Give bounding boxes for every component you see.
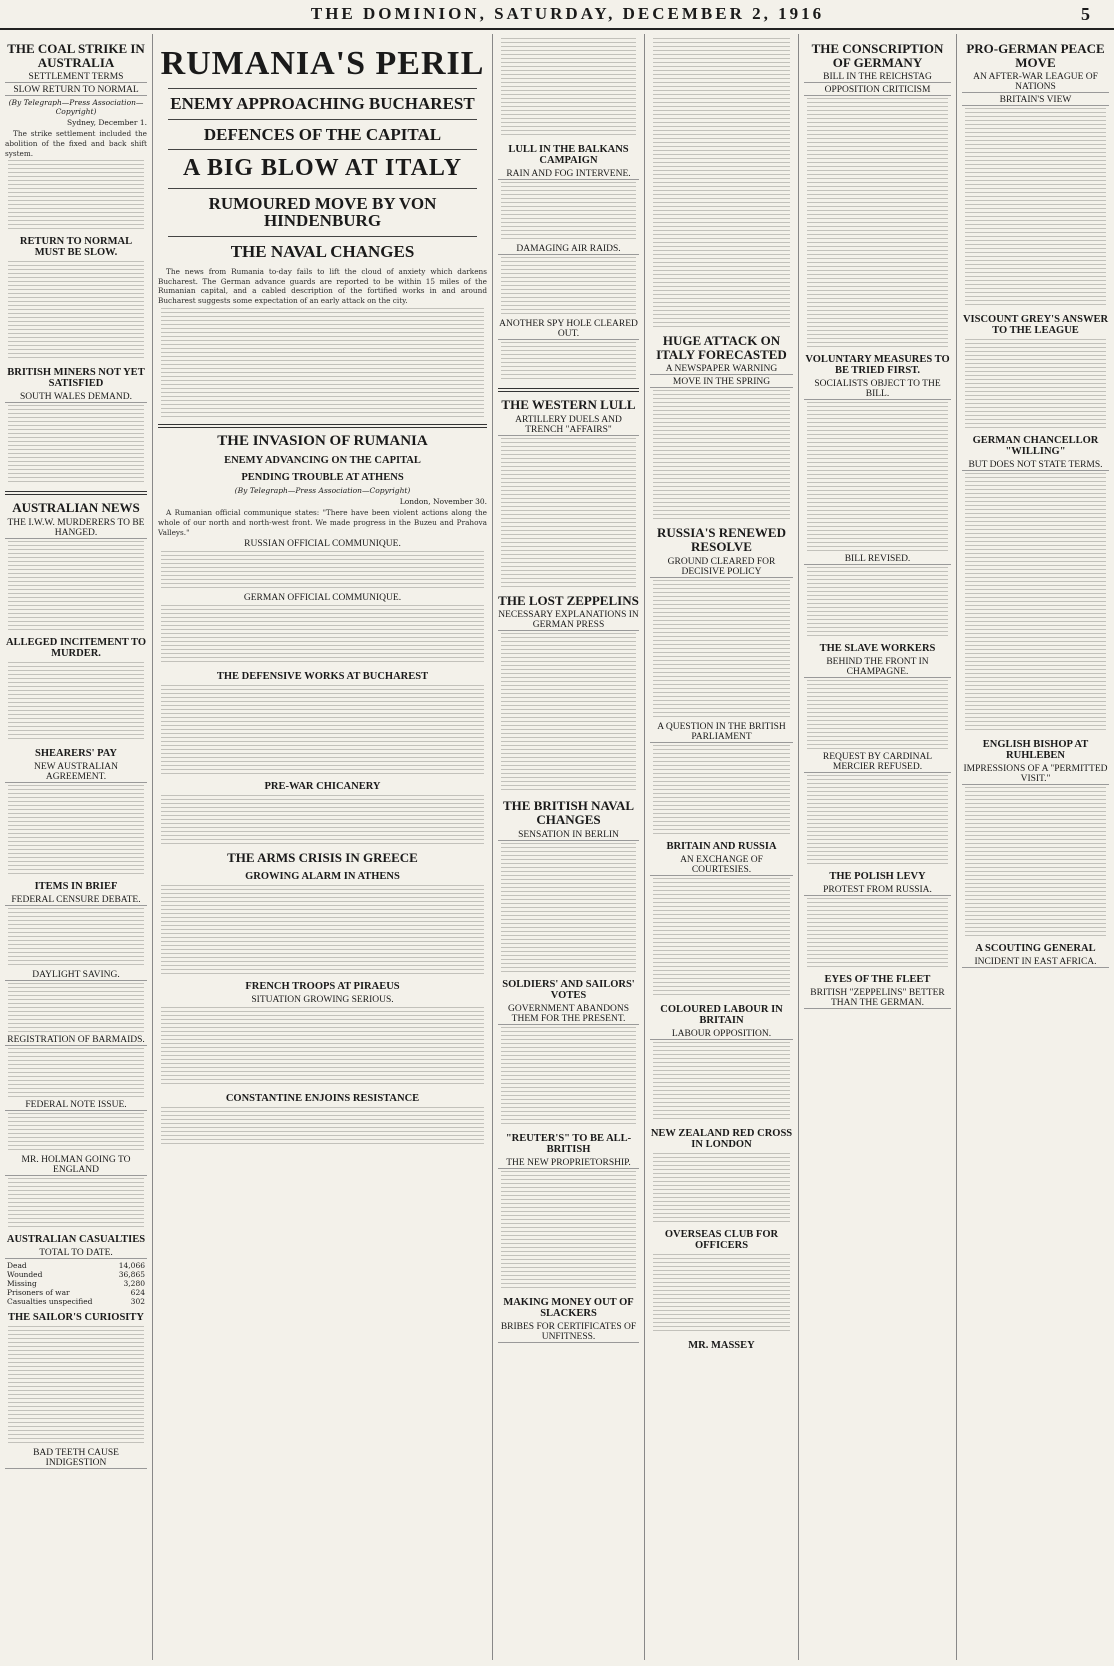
headline: HUGE ATTACK ON ITALY FORECASTED: [656, 333, 787, 362]
article-text-block: [161, 885, 484, 975]
subheading: INCIDENT IN EAST AFRICA.: [962, 957, 1109, 968]
divider: [158, 424, 487, 428]
headline: ITEMS IN BRIEF: [34, 880, 118, 892]
article-text-block: [807, 567, 948, 637]
article-text-block: [965, 108, 1106, 308]
article-text-block: [8, 160, 144, 230]
headline: SOLDIERS' AND SAILORS' VOTES: [502, 978, 635, 1001]
subheading: BEHIND THE FRONT IN CHAMPAGNE.: [804, 657, 951, 678]
article-text-block: [501, 38, 636, 138]
headline: THE INVASION OF RUMANIA: [217, 432, 428, 449]
subheading: NEW AUSTRALIAN AGREEMENT.: [5, 762, 147, 783]
headline-deck: DEFENCES OF THE CAPITAL: [203, 124, 442, 144]
credit-line: (By Telegraph—Press Association—Copyright): [234, 486, 411, 496]
subheading: RUSSIAN OFFICIAL COMMUNIQUE.: [244, 539, 401, 550]
credit-line: (By Telegraph—Press Association—Copyright): [8, 98, 144, 117]
headline: EYES OF THE FLEET: [824, 974, 931, 986]
divider: [168, 119, 477, 120]
subheading: IMPRESSIONS OF A "PERMITTED VISIT.": [963, 764, 1108, 785]
headline: ENGLISH BISHOP AT RUHLEBEN: [982, 739, 1089, 762]
column-6: [957, 34, 1114, 1660]
headline: FRENCH TROOPS AT PIRAEUS: [245, 980, 400, 992]
divider: [168, 236, 477, 237]
table-row: Wounded 36,865: [7, 1269, 145, 1279]
subheading: BILL REVISED.: [804, 554, 951, 565]
headline: LULL IN THE BALKANS CAMPAIGN: [508, 144, 629, 167]
article-text-block: [501, 633, 636, 793]
headline: THE ARMS CRISIS IN GREECE: [227, 850, 418, 866]
article-text-block: [965, 787, 1106, 937]
article-text-block: [501, 1171, 636, 1291]
article-text-block: [807, 98, 948, 348]
column-2: [153, 34, 492, 1660]
article-text-block: [161, 551, 484, 591]
divider: [498, 388, 639, 392]
subheading: FEDERAL NOTE ISSUE.: [5, 1100, 147, 1111]
dateline: London, November 30.: [399, 497, 487, 507]
subheading: REQUEST BY CARDINAL MERCIER REFUSED.: [804, 752, 951, 773]
column-5: [799, 34, 956, 1660]
masthead: [0, 0, 1114, 30]
casualty-table: [5, 1261, 147, 1306]
subheading: A NEWSPAPER WARNING: [650, 364, 793, 375]
article-text-block: [501, 182, 636, 242]
headline: PRE-WAR CHICANERY: [264, 781, 381, 793]
subheading: BUT DOES NOT STATE TERMS.: [962, 460, 1109, 471]
article-text-block: [965, 473, 1106, 733]
article-text-block: [653, 745, 790, 835]
table-row: Casualties unspecified 302: [7, 1296, 145, 1306]
article-text-block: [161, 1007, 484, 1087]
article-text-block: [8, 1048, 144, 1098]
article-text-block: [161, 795, 484, 845]
headline: OVERSEAS CLUB FOR OFFICERS: [664, 1228, 779, 1251]
headline-deck: ENEMY ADVANCING ON THE CAPITAL: [224, 455, 421, 467]
subheading: PROTEST FROM RUSSIA.: [804, 885, 951, 896]
main-headline: RUMANIA'S PERIL: [160, 45, 485, 82]
subheading: MR. HOLMAN GOING TO ENGLAND: [5, 1155, 147, 1176]
article-text-block: [807, 680, 948, 750]
headline-deck: A BIG BLOW AT ITALY: [182, 155, 463, 182]
subheading: THE I.W.W. MURDERERS TO BE HANGED.: [5, 518, 147, 539]
subheading: SETTLEMENT TERMS: [5, 72, 147, 83]
article-text-block: [8, 908, 144, 968]
subheading: SOUTH WALES DEMAND.: [5, 392, 147, 403]
article-text-block: [161, 1107, 484, 1147]
article-text-block: [161, 308, 484, 418]
subheading: ARTILLERY DUELS AND TRENCH "AFFAIRS": [498, 415, 639, 436]
article-body: The strike settlement included the abolition of the fixed and back shift system.: [5, 129, 147, 158]
subheading: GROUND CLEARED FOR DECISIVE POLICY: [650, 557, 793, 578]
headline-deck: RUMOURED MOVE BY VON HINDENBURG: [208, 193, 437, 231]
subheading: THE NEW PROPRIETORSHIP.: [498, 1158, 639, 1169]
column-4: [645, 34, 798, 1660]
subheading: FEDERAL CENSURE DEBATE.: [5, 895, 147, 906]
subheading: MOVE IN THE SPRING: [650, 377, 793, 388]
article-body: A Rumanian official communique states: "There have been violent actions along the whole of our north and north-west front. We made progress in the Buzeu and Prahova Valleys.": [158, 508, 487, 537]
article-text-block: [807, 402, 948, 552]
article-text-block: [653, 1153, 790, 1223]
subheading: DAYLIGHT SAVING.: [5, 970, 147, 981]
subheading: BRIBES FOR CERTIFICATES OF UNFITNESS.: [498, 1322, 639, 1343]
article-text-block: [8, 662, 144, 742]
subheading: REGISTRATION OF BARMAIDS.: [5, 1035, 147, 1046]
article-text-block: [8, 1326, 144, 1446]
article-text-block: [8, 541, 144, 631]
article-text-block: [8, 261, 144, 361]
headline: THE COAL STRIKE IN AUSTRALIA: [7, 41, 145, 70]
divider: [168, 188, 477, 189]
divider: [168, 88, 477, 89]
headline: VISCOUNT GREY'S ANSWER TO THE LEAGUE: [962, 314, 1109, 337]
headline: MAKING MONEY OUT OF SLACKERS: [503, 1296, 634, 1319]
headline: RETURN TO NORMAL MUST BE SLOW.: [19, 236, 133, 259]
headline: THE CONSCRIPTION OF GERMANY: [811, 41, 944, 70]
headline: COLOURED LABOUR IN BRITAIN: [660, 1003, 783, 1026]
headline: PRO-GERMAN PEACE MOVE: [966, 41, 1105, 70]
article-text-block: [501, 843, 636, 973]
article-text-block: [965, 339, 1106, 429]
divider: [5, 491, 147, 495]
headline: "REUTER'S" TO BE ALL-BRITISH: [505, 1132, 632, 1155]
column-3: [493, 34, 644, 1660]
headline: BRITAIN AND RUSSIA: [666, 840, 777, 852]
headline: VOLUNTARY MEASURES TO BE TRIED FIRST.: [805, 354, 950, 377]
article-text-block: [8, 405, 144, 485]
headline-deck: GROWING ALARM IN ATHENS: [245, 870, 400, 882]
table-row: Missing 3,280: [7, 1278, 145, 1288]
article-text-block: [807, 775, 948, 865]
subheading: SENSATION IN BERLIN: [498, 830, 639, 841]
subheading: ANOTHER SPY HOLE CLEARED OUT.: [499, 319, 638, 340]
article-body: The news from Rumania to-day fails to lift the cloud of anxiety which darkens Bucharest. The German advance guards are reported to be within 15 miles of the Rumanian capital, and a cabled description of the fortified works in and around Bucharest suggests some expectation of an early attack on the city.: [158, 267, 487, 305]
article-text-block: [653, 878, 790, 998]
article-text-block: [161, 605, 484, 665]
article-text-block: [501, 342, 636, 382]
article-text-block: [653, 1042, 790, 1122]
headline: GERMAN CHANCELLOR "WILLING": [972, 435, 1099, 458]
article-text-block: [501, 1027, 636, 1127]
headline: THE POLISH LEVY: [829, 871, 926, 883]
headline: THE DEFENSIVE WORKS AT BUCHAREST: [216, 671, 429, 683]
subheading: NECESSARY EXPLANATIONS IN GERMAN PRESS: [498, 610, 639, 631]
headline: AUSTRALIAN CASUALTIES: [6, 1233, 146, 1245]
page-number: 5: [1081, 3, 1090, 24]
article-text-block: [8, 1178, 144, 1228]
headline: SHEARERS' PAY: [35, 747, 117, 759]
headline: THE SAILOR'S CURIOSITY: [8, 1311, 144, 1323]
article-text-block: [653, 1254, 790, 1334]
headline: ALLEGED INCITEMENT TO MURDER.: [5, 636, 147, 659]
headline: A SCOUTING GENERAL: [975, 943, 1096, 955]
subheading: AN AFTER-WAR LEAGUE OF NATIONS: [962, 72, 1109, 93]
subheading: LABOUR OPPOSITION.: [650, 1029, 793, 1040]
headline: BRITISH MINERS NOT YET SATISFIED: [7, 367, 145, 390]
headline-deck: PENDING TROUBLE AT ATHENS: [241, 472, 404, 484]
headline: RUSSIA'S RENEWED RESOLVE: [657, 525, 786, 554]
headline: NEW ZEALAND RED CROSS IN LONDON: [650, 1127, 793, 1150]
subheading: OPPOSITION CRITICISM: [804, 85, 951, 96]
headline-deck: ENEMY APPROACHING BUCHAREST: [170, 93, 475, 113]
article-text-block: [653, 580, 790, 720]
article-text-block: [807, 898, 948, 968]
dateline: Sydney, December 1.: [66, 118, 147, 128]
subheading: SLOW RETURN TO NORMAL: [5, 85, 147, 96]
subheading: SOCIALISTS OBJECT TO THE BILL.: [804, 379, 951, 400]
headline: THE WESTERN LULL: [501, 397, 636, 413]
article-text-block: [653, 38, 790, 328]
article-text-block: [8, 785, 144, 875]
headline: THE SLAVE WORKERS: [819, 643, 936, 655]
subheading: AN EXCHANGE OF COURTESIES.: [650, 855, 793, 876]
subheading: BILL IN THE REICHSTAG: [804, 72, 951, 83]
headline-deck: THE NAVAL CHANGES: [230, 242, 415, 262]
headline: CONSTANTINE ENJOINS RESISTANCE: [225, 1092, 420, 1104]
subheading: BRITAIN'S VIEW: [962, 95, 1109, 106]
table-row: Prisoners of war 624: [7, 1287, 145, 1297]
headline: THE BRITISH NAVAL CHANGES: [502, 798, 634, 827]
article-text-block: [161, 685, 484, 775]
subheading: BRITISH "ZEPPELINS" BETTER THAN THE GERMAN.: [804, 988, 951, 1009]
subheading: A QUESTION IN THE BRITISH PARLIAMENT: [650, 722, 793, 743]
subheading: TOTAL TO DATE.: [5, 1248, 147, 1259]
headline: MR. MASSEY: [688, 1339, 755, 1351]
article-text-block: [8, 1113, 144, 1153]
article-text-block: [653, 390, 790, 520]
divider: [168, 149, 477, 150]
subheading: GOVERNMENT ABANDONS THEM FOR THE PRESENT.: [498, 1004, 639, 1025]
newspaper-title: THE DOMINION, SATURDAY, DECEMBER 2, 1916: [310, 4, 825, 23]
subheading: RAIN AND FOG INTERVENE.: [498, 169, 639, 180]
column-1: [0, 34, 152, 1660]
subheading: DAMAGING AIR RAIDS.: [498, 244, 639, 255]
subheading: SITUATION GROWING SERIOUS.: [251, 994, 394, 1005]
subheading: BAD TEETH CAUSE INDIGESTION: [5, 1448, 147, 1469]
headline: THE LOST ZEPPELINS: [498, 592, 639, 608]
headline: AUSTRALIAN NEWS: [12, 500, 140, 516]
table-row: Dead 14,066: [7, 1260, 145, 1270]
subheading: GERMAN OFFICIAL COMMUNIQUE.: [243, 593, 402, 604]
article-text-block: [501, 438, 636, 588]
article-text-block: [8, 983, 144, 1033]
article-text-block: [501, 257, 636, 317]
